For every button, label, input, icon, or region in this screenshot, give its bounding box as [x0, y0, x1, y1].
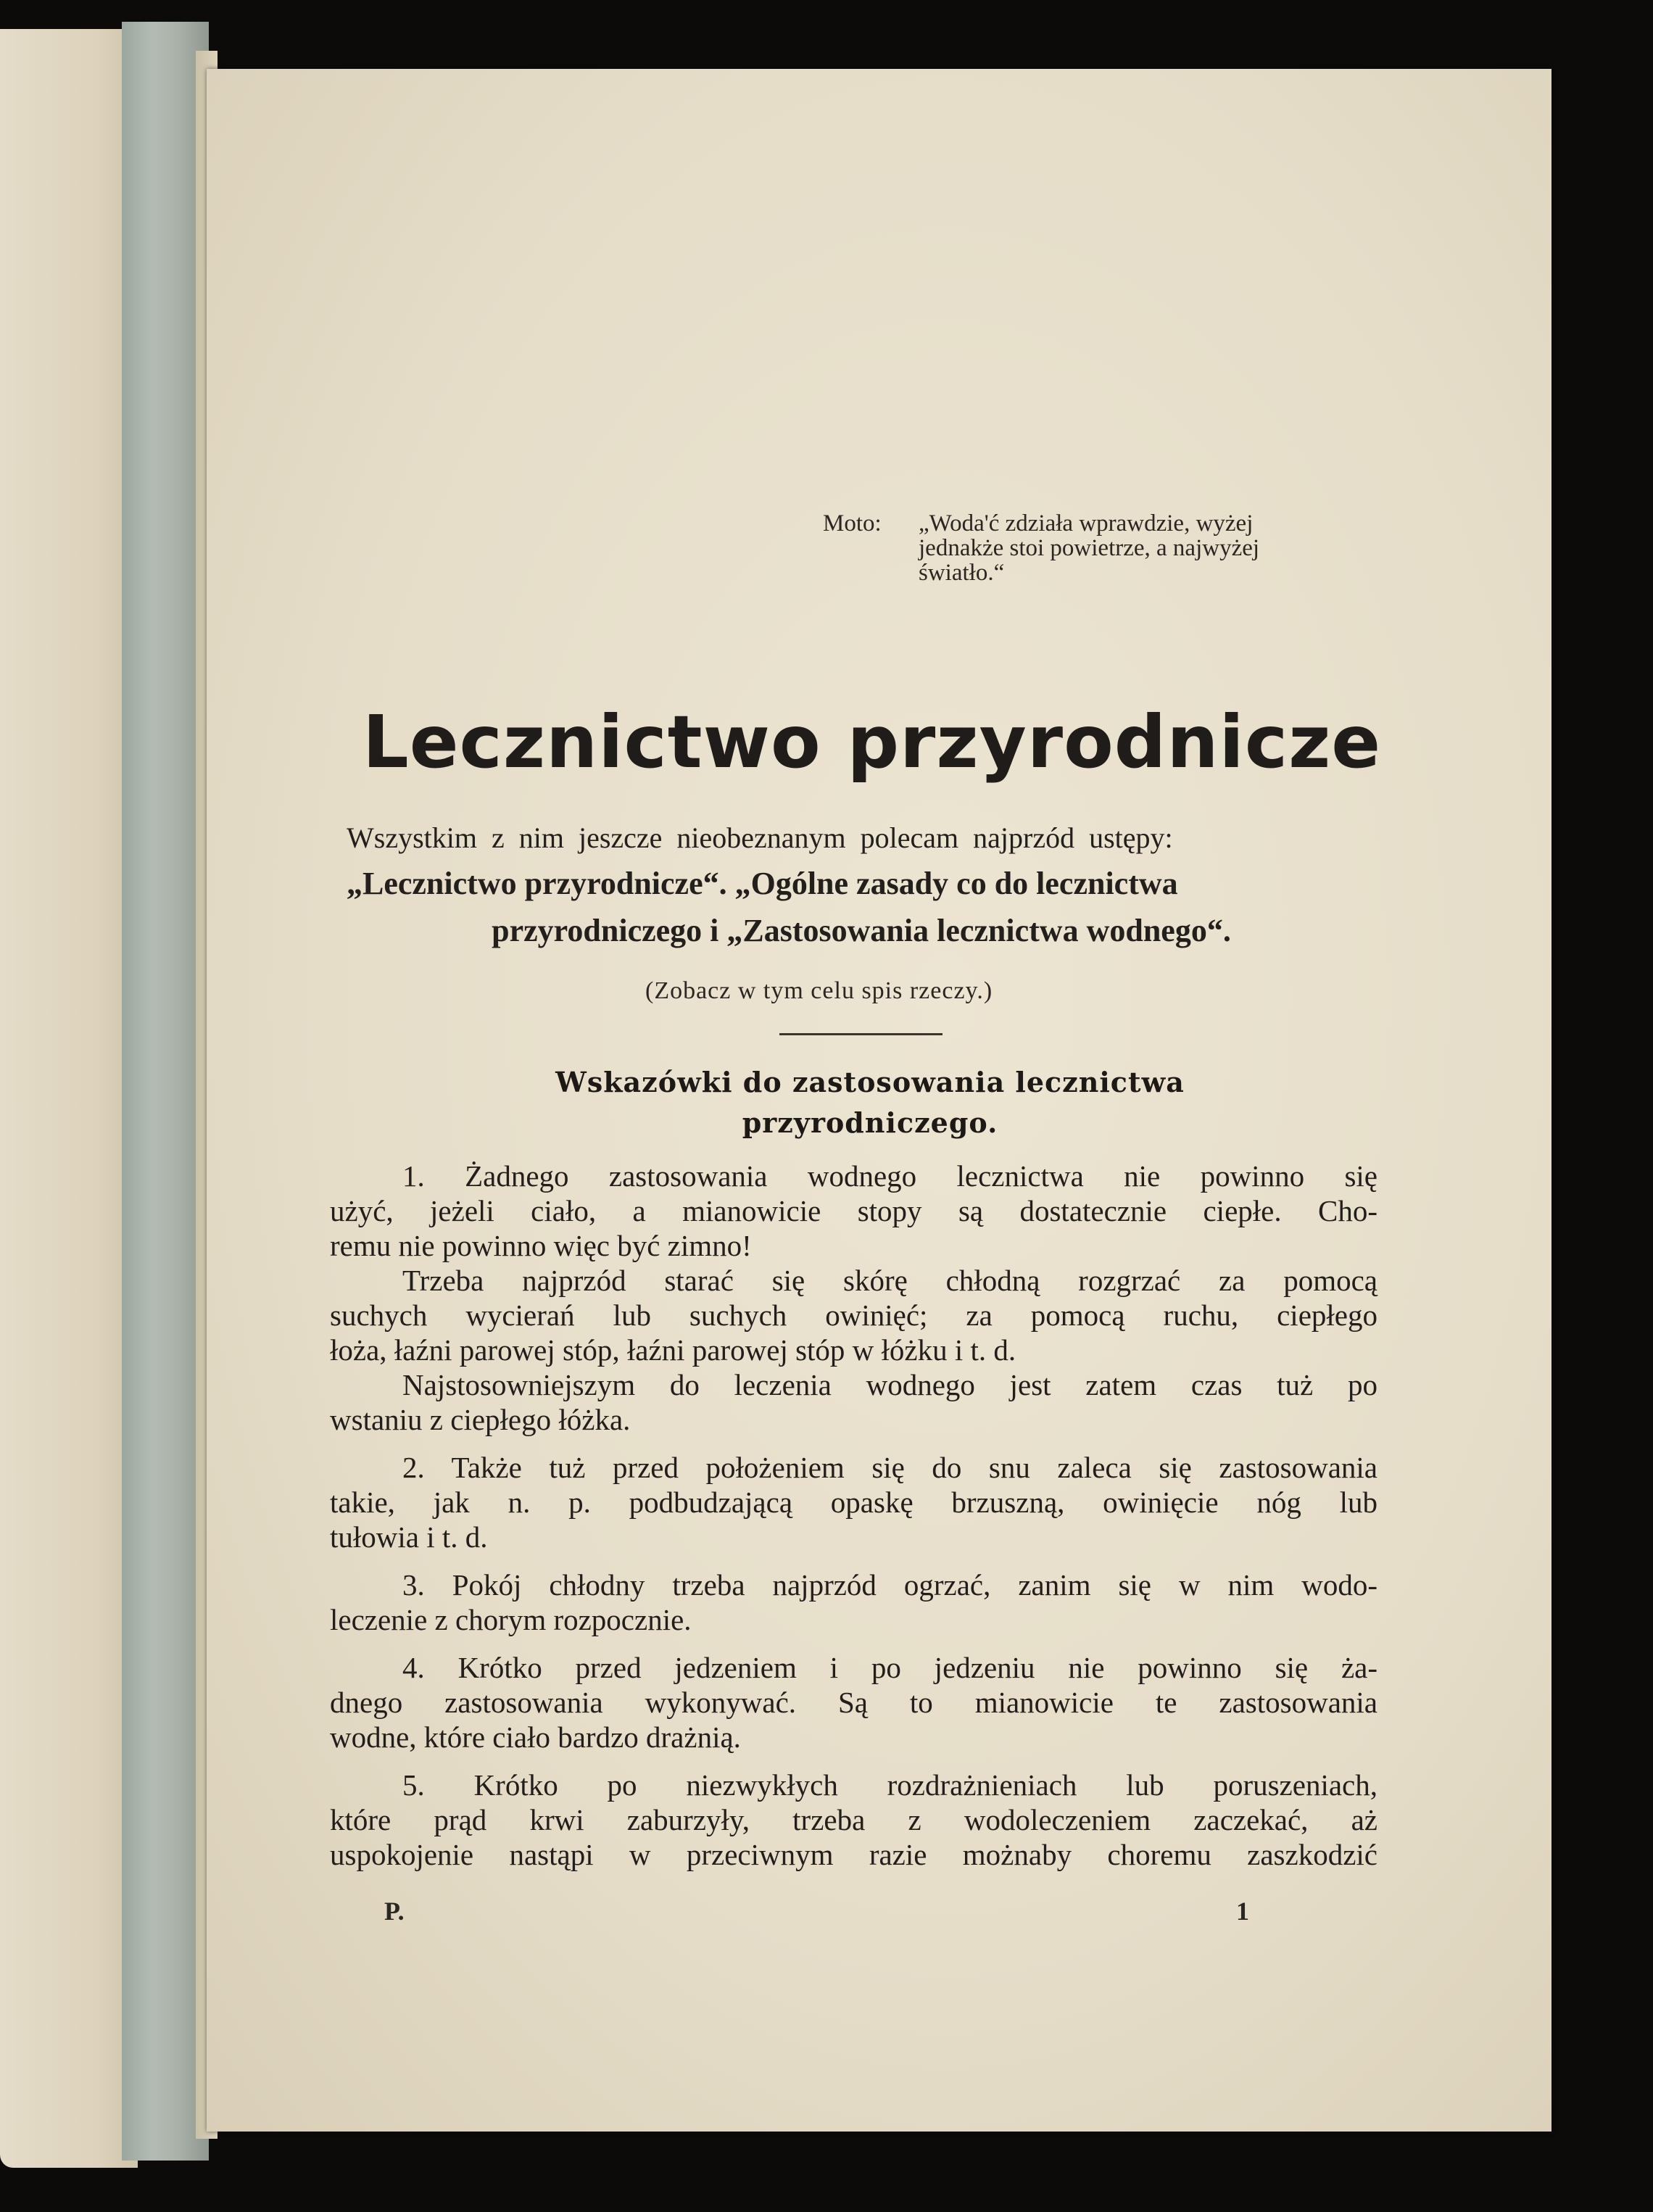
body-line: leczenie z chorym rozpocznie.	[330, 1603, 692, 1636]
body-line: wodne, które ciało bardzo drażnią.	[330, 1720, 741, 1754]
body-line: 4. Krótko przed jedzeniem i po jedzeniu nie powinno się ża-	[402, 1651, 1378, 1684]
motto-line: światło.“	[919, 560, 1005, 586]
intro-line-bold: „Lecznictwo przyrodnicze“. „Ogólne zasady co do lecznictwa	[347, 866, 1178, 901]
body-line: użyć, jeżeli ciało, a mianowicie stopy są dostatecznie ciepłe. Cho-	[330, 1194, 1378, 1227]
left-facing-page	[0, 29, 138, 2168]
intro-line-bold: przyrodniczego i „Zastosowania lecznictwa wodnego“.	[492, 913, 1231, 948]
divider	[779, 1033, 942, 1035]
paragraph-gap	[330, 1554, 1378, 1567]
intro-paragraph	[347, 821, 1376, 949]
body-line: łoża, łaźni parowej stóp, łaźni parowej stóp w łóżku i t. d.	[330, 1333, 1016, 1367]
motto-line: jednakże stoi powietrze, a najwyżej	[919, 535, 1260, 561]
body-line: Trzeba najprzód starać się skórę chłodną rozgrzać za pomocą	[402, 1264, 1378, 1297]
body-line: dnego zastosowania wykonywać. Są to mianowicie te zastosowania	[330, 1686, 1378, 1719]
see-contents-note: (Zobacz w tym celu spis rzeczy.)	[645, 977, 993, 1004]
intro-line: Wszystkim z nim jeszcze nieobeznanym polecam najprzód ustępy:	[347, 821, 1173, 854]
section-heading-line: przyrodniczego.	[742, 1106, 998, 1139]
motto-text	[919, 511, 1455, 585]
body-line: suchych wycierań lub suchych owinięć; za pomocą ruchu, ciepłego	[330, 1298, 1378, 1332]
body-line: uspokojenie nastąpi w przeciwnym razie możnaby choremu zaszkodzić	[330, 1838, 1378, 1871]
body-line: takie, jak n. p. podbudzającą opaskę brzuszną, owinięcie nóg lub	[330, 1486, 1378, 1519]
motto-label: Moto:	[823, 510, 882, 537]
page-number: 1	[1236, 1897, 1249, 1926]
paragraph-gap	[330, 1637, 1378, 1650]
body-line: Najstosowniejszym do leczenia wodnego jest zatem czas tuż po	[402, 1368, 1378, 1401]
body-line: które prąd krwi zaburzyły, trzeba z wodoleczeniem zaczekać, aż	[330, 1803, 1378, 1836]
body-line: tułowia i t. d.	[330, 1520, 488, 1554]
section-heading	[362, 1062, 1378, 1143]
body-text	[330, 1159, 1378, 1872]
motto-line: „Woda'ć zdziała wprawdzie, wyżej	[919, 510, 1254, 537]
body-line: 1. Żadnego zastosowania wodnego lecznictwa nie powinno się	[402, 1159, 1378, 1193]
body-line: 5. Krótko po niezwykłych rozdrażnieniach lub poruszeniach,	[402, 1768, 1378, 1802]
body-line: wstaniu z ciepłego łóżka.	[330, 1403, 631, 1436]
page-title: Lecznictwo przyrodnicze	[362, 700, 1382, 784]
printer-signature: P.	[384, 1897, 405, 1926]
paragraph-gap	[330, 1755, 1378, 1768]
body-line: remu nie powinno więc być zimno!	[330, 1229, 752, 1262]
section-heading-line: Wskazówki do zastosowania lecznictwa	[555, 1066, 1185, 1098]
body-line: 3. Pokój chłodny trzeba najprzód ogrzać, zanim się w nim wodo-	[402, 1568, 1378, 1602]
body-line: 2. Także tuż przed położeniem się do snu zaleca się zastosowania	[402, 1451, 1378, 1484]
paragraph-gap	[330, 1437, 1378, 1450]
